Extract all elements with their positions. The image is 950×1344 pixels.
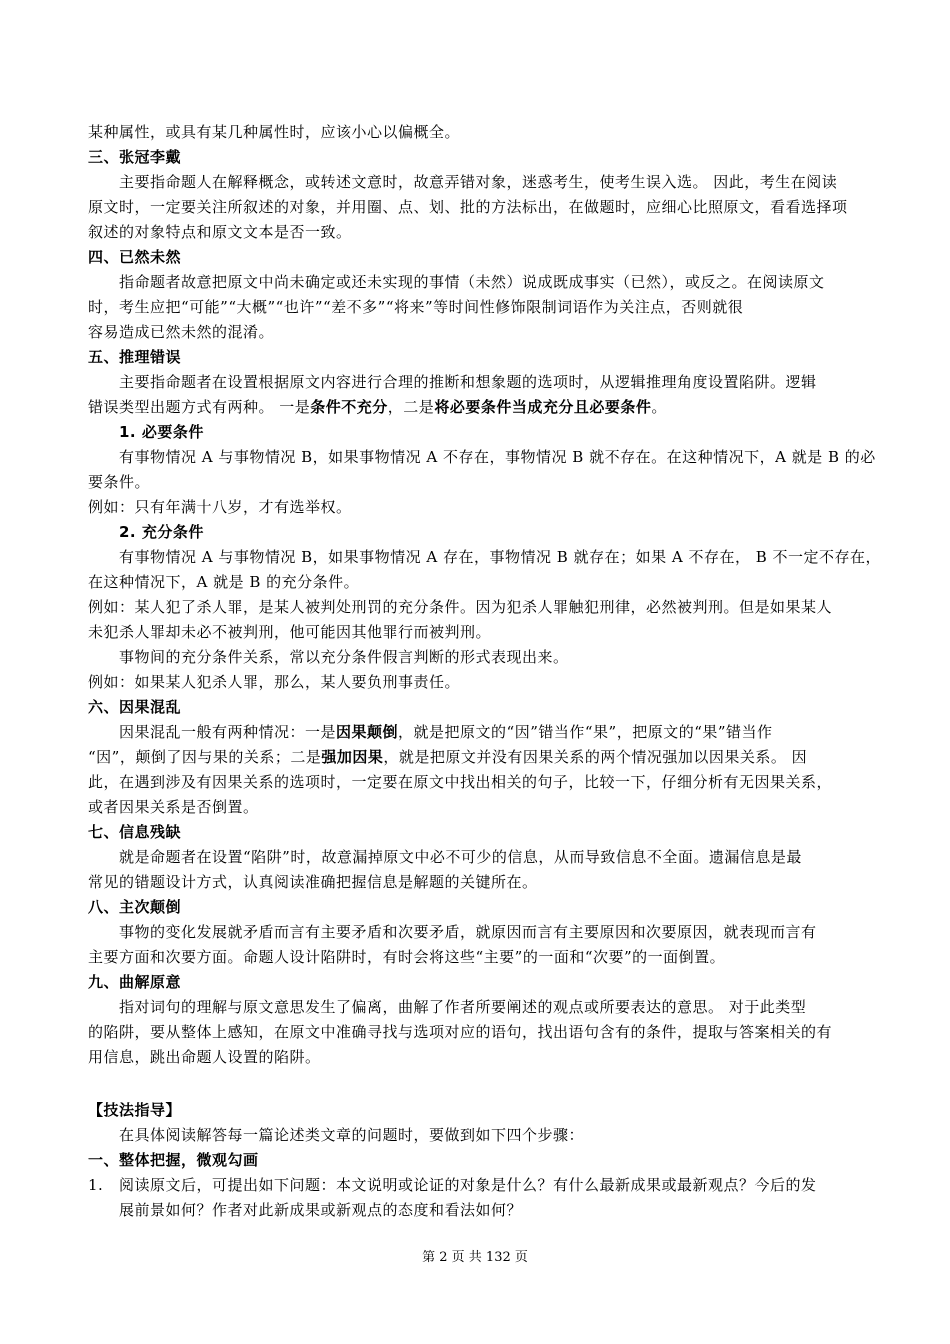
paragraph-line: 在这种情况下，A 就是 B 的充分条件。 [88, 573, 360, 591]
numbered-item-continuation: 展前景如何？作者对此新成果或新观点的态度和看法如何？ [119, 1201, 523, 1219]
paragraph-line: 要条件。 [88, 473, 151, 491]
item-number: 1. [88, 1176, 104, 1194]
paragraph-line: 指对词句的理解与原文意思发生了偏离，曲解了作者所要阐述的观点或所要表达的意思。 对于此类型 [119, 998, 807, 1016]
text-span: ，二是 [387, 398, 435, 416]
step-heading-1: 一、整体把握，微观勾画 [88, 1151, 259, 1169]
example-line: 例如：某人犯了杀人罪，是某人被判处刑罚的充分条件。因为犯杀人罪触犯刑律，必然被判刑。但是如果某人 [88, 598, 833, 616]
paragraph-line: 事物间的充分条件关系，常以充分条件假言判断的形式表现出来。 [119, 648, 569, 666]
tips-heading: 【技法指导】 [88, 1101, 182, 1119]
example-line: 例如：如果某人犯杀人罪，那么，某人要负刑事责任。 [88, 673, 461, 691]
section-heading-6: 六、因果混乱 [88, 698, 182, 716]
paragraph-line [88, 745, 868, 770]
paragraph-line: 主要指命题者在设置根据原文内容进行合理的推断和想象题的选项时，从逻辑推理角度设置陷阱。逻辑 [119, 373, 817, 391]
section-heading-8: 八、主次颠倒 [88, 898, 182, 916]
section-heading-5: 五、推理错误 [88, 348, 182, 366]
paragraph-line: 在具体阅读解答每一篇论述类文章的问题时，要做到如下四个步骤： [119, 1126, 585, 1144]
text-span: 错误类型出题方式有两种。 一是 [88, 398, 311, 416]
document-body [88, 120, 882, 1223]
paragraph-line [88, 395, 868, 420]
text-span: ，就是把原文并没有因果关系的两个情况强加以因果关系。 因 [383, 748, 808, 766]
paragraph-line: 原文时，一定要关注所叙述的对象，并用圈、点、划、批的方法标出，在做题时，应细心比照原文，看看选择项 [88, 198, 848, 216]
bold-term: 强加因果 [321, 748, 384, 766]
paragraph-line: 用信息，跳出命题人设置的陷阱。 [88, 1048, 321, 1066]
text-span: ，就是把原文的“因”错当作“果”，把原文的“果”错当作 [398, 723, 773, 741]
bold-term: 将必要条件当成充分且必要条件 [434, 398, 652, 416]
paragraph-line: 此，在遇到涉及有因果关系的选项时，一定要在原文中找出相关的句子，比较一下，仔细分析有无因果关系， [88, 773, 833, 791]
bold-term: 条件不充分 [310, 398, 388, 416]
text-span: “因”，颠倒了因与果的关系；二是 [88, 748, 322, 766]
page-footer: 第 2 页 共 132 页 [422, 1250, 528, 1265]
example-line: 例如：只有年满十八岁，才有选举权。 [88, 498, 352, 516]
text-span: 因果混乱一般有两种情况：一是 [119, 723, 337, 741]
text-span: 。 [651, 398, 667, 416]
example-line: 未犯杀人罪却未必不被判刑，他可能因其他罪行而被判刑。 [88, 623, 492, 641]
paragraph-line: 主要方面和次要方面。命题人设计陷阱时，有时会将这些“主要”的一面和“次要”的一面倒置。 [88, 948, 726, 966]
paragraph-line: 指命题者故意把原文中尚未确定或还未实现的事情（未然）说成既成事实（已然），或反之。在阅读原文 [119, 273, 825, 291]
spacer [88, 1070, 868, 1098]
bold-term: 因果颠倒 [336, 723, 399, 741]
paragraph-line: 容易造成已然未然的混淆。 [88, 323, 275, 341]
paragraph-line [88, 720, 868, 745]
paragraph-line: 时，考生应把“可能”“大概”“也许”“差不多”“将来”等时间性修饰限制词语作为关注点，否则就很 [88, 298, 744, 316]
paragraph-line: 常见的错题设计方式，认真阅读准确把握信息是解题的关键所在。 [88, 873, 538, 891]
section-heading-9: 九、曲解原意 [88, 973, 182, 991]
numbered-item [88, 1173, 868, 1198]
paragraph-line: 有事物情况 A 与事物情况 B，如果事物情况 A 不存在，事物情况 B 就不存在。在这种情况下，A 就是 B 的必 [119, 448, 876, 466]
item-text: 阅读原文后，可提出如下问题：本文说明或论证的对象是什么？有什么最新成果或最新观点？今后的发 [119, 1176, 817, 1194]
paragraph-line: 某种属性，或具有某几种属性时，应该小心以偏概全。 [88, 123, 461, 141]
section-heading-3: 三、张冠李戴 [88, 148, 182, 166]
subheading-sufficient-condition: 2. 充分条件 [119, 523, 204, 541]
paragraph-line: 的陷阱，要从整体上感知，在原文中准确寻找与选项对应的语句，找出语句含有的条件，提取与答案相关的有 [88, 1023, 833, 1041]
paragraph-line: 事物的变化发展就矛盾而言有主要矛盾和次要矛盾，就原因而言有主要原因和次要原因，就表现而言有 [119, 923, 817, 941]
paragraph-line: 叙述的对象特点和原文文本是否一致。 [88, 223, 352, 241]
section-heading-7: 七、信息残缺 [88, 823, 182, 841]
section-heading-4: 四、已然未然 [88, 248, 182, 266]
paragraph-line: 或者因果关系是否倒置。 [88, 798, 259, 816]
subheading-necessary-condition: 1. 必要条件 [119, 423, 204, 441]
paragraph-line: 就是命题者在设置“陷阱”时，故意漏掉原文中必不可少的信息，从而导致信息不全面。遗漏信息是最 [119, 848, 802, 866]
paragraph-line: 有事物情况 A 与事物情况 B，如果事物情况 A 存在，事物情况 B 就存在；如果 A 不存在， B 不一定不存在， [119, 548, 882, 566]
paragraph-line: 主要指命题人在解释概念，或转述文意时，故意弄错对象，迷惑考生，使考生误入选。 因此，考生在阅读 [119, 173, 838, 191]
